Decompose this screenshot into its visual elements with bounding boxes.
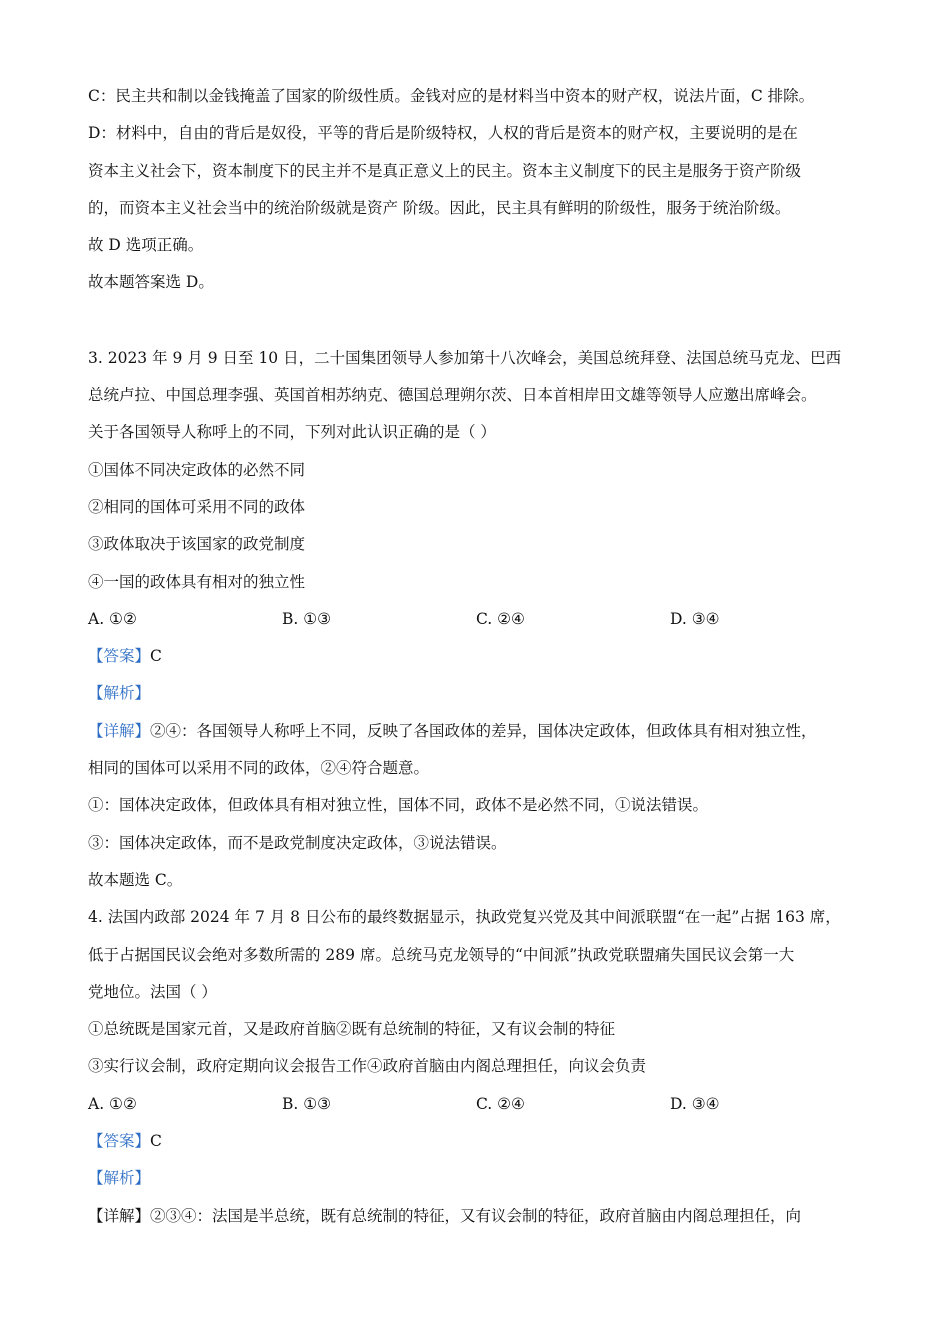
answer-options — [88, 1086, 888, 1123]
answer-value: C — [150, 1132, 162, 1151]
detail-line: ①：国体决定政体，但政体具有相对独立性，国体不同，政体不是必然不同，①说法错误。 — [88, 796, 709, 815]
answer-tag: 【答案】 — [88, 647, 151, 666]
option-a: A. ①② — [88, 609, 137, 628]
option-d: D. ③④ — [670, 1094, 720, 1113]
analysis-heading — [88, 1160, 888, 1197]
statement-item: ③政体取决于该国家的政党制度 — [88, 535, 306, 554]
analysis-line: 资本主义社会下，资本制度下的民主并不是真正意义上的民主。资本主义制度下的民主是服务于资产阶级 — [88, 161, 802, 180]
detail-text: ②④：各国领导人称呼上不同，反映了各国政体的差异，国体决定政体，但政体具有相对独立性， — [150, 721, 817, 740]
answer-line — [88, 638, 888, 675]
conclusion-line: 故本题选 C。 — [88, 870, 183, 889]
document-page — [88, 78, 888, 1235]
answer-options — [88, 601, 888, 638]
question-stem: 4. 法国内政部 2024 年 7 月 8 日公布的最终数据显示，执政党复兴党及其中间派联盟“在一起”占据 163 席， — [88, 908, 841, 927]
analysis-line: 故 D 选项正确。 — [88, 236, 204, 255]
detail-line: 相同的国体可以采用不同的政体，②④符合题意。 — [88, 759, 430, 778]
option-c: C. ②④ — [476, 1094, 525, 1113]
question-stem: 党地位。法国（ ） — [88, 982, 217, 1001]
option-d: D. ③④ — [670, 609, 720, 628]
answer-line — [88, 1123, 888, 1160]
detail-tag: 【详解】 — [88, 1206, 151, 1225]
option-c: C. ②④ — [476, 609, 525, 628]
option-a: A. ①② — [88, 1094, 137, 1113]
analysis-line: C：民主共和制以金钱掩盖了国家的阶级性质。金钱对应的是材料当中资本的财产权，说法片面，C 排除。 — [88, 87, 815, 105]
detail-text: ②③④：法国是半总统，既有总统制的特征，又有议会制的特征，政府首脑由内阁总理担任，向 — [150, 1206, 802, 1225]
question-4 — [88, 899, 888, 1235]
statement-item: ①国体不同决定政体的必然不同 — [88, 460, 306, 479]
detail-tag: 【详解】 — [88, 721, 151, 740]
analysis-heading — [88, 675, 888, 712]
conclusion-line: 故本题答案选 D。 — [88, 273, 214, 292]
previous-analysis — [88, 78, 888, 302]
analysis-tag: 【解析】 — [88, 684, 151, 703]
question-stem: 低于占据国民议会绝对多数所需的 289 席。总统马克龙领导的“中间派”执政党联盟痛失国民议会第一大 — [88, 945, 795, 964]
statement-item: ①总统既是国家元首，又是政府首脑②既有总统制的特征，又有议会制的特征 — [88, 1020, 616, 1039]
statement-item: ②相同的国体可采用不同的政体 — [88, 497, 306, 516]
detail-line: ③：国体决定政体，而不是政党制度决定政体，③说法错误。 — [88, 833, 507, 852]
answer-value: C — [150, 647, 162, 666]
analysis-line: D：材料中，自由的背后是奴役，平等的背后是阶级特权，人权的背后是资本的财产权，主要说明的是在 — [88, 124, 798, 143]
analysis-tag: 【解析】 — [88, 1169, 151, 1188]
question-stem: 关于各国领导人称呼上的不同，下列对此认识正确的是（ ） — [88, 423, 496, 442]
question-stem: 总统卢拉、中国总理李强、英国首相苏纳克、德国总理朔尔茨、日本首相岸田文雄等领导人应邀出席峰会。 — [88, 386, 817, 405]
detail-line — [88, 713, 888, 750]
statement-item: ④一国的政体具有相对的独立性 — [88, 572, 306, 591]
option-b: B. ①③ — [282, 609, 332, 628]
question-3 — [88, 340, 888, 899]
option-b: B. ①③ — [282, 1094, 332, 1113]
question-stem: 3. 2023 年 9 月 9 日至 10 日，二十国集团领导人参加第十八次峰会，美国总统拜登、法国总统马克龙、巴西 — [88, 348, 842, 367]
detail-line — [88, 1198, 888, 1235]
analysis-line: 的，而资本主义社会当中的统治阶级就是资产 阶级。因此，民主具有鲜明的阶级性，服务于统治阶级。 — [88, 198, 791, 217]
statement-item: ③实行议会制，政府定期向议会报告工作④政府首脑由内阁总理担任，向议会负责 — [88, 1057, 647, 1076]
answer-tag: 【答案】 — [88, 1132, 151, 1151]
